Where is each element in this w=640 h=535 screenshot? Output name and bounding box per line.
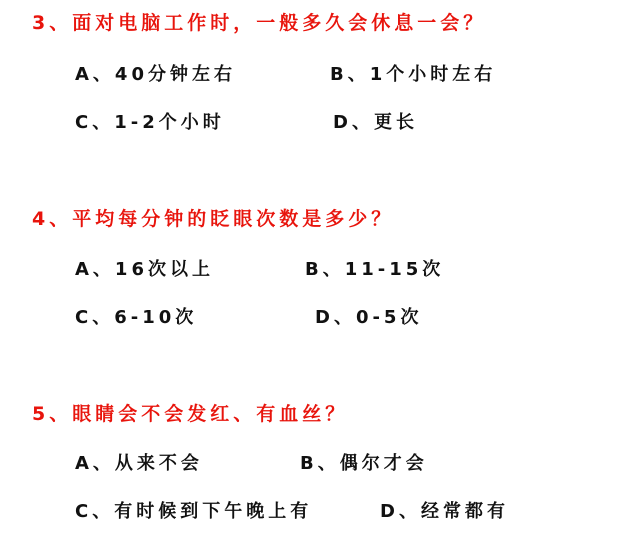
question-5-option-d: D、经常都有: [380, 501, 509, 522]
question-5-option-a: A、从来不会: [75, 453, 203, 474]
question-4-option-a: A、16次以上: [75, 259, 214, 280]
question-3-option-d: D、更长: [333, 112, 418, 133]
question-3-option-c: C、1-2个小时: [75, 112, 225, 133]
question-4-option-c: C、6-10次: [75, 307, 198, 328]
question-3-option-a: A、40分钟左右: [75, 64, 236, 85]
question-4-option-b: B、11-15次: [305, 259, 445, 280]
question-3-option-b: B、1个小时左右: [330, 64, 497, 85]
question-4-option-d: D、0-5次: [315, 307, 423, 328]
question-5-option-b: B、偶尔才会: [300, 453, 428, 474]
question-3-text: 3、面对电脑工作时，一般多久会休息一会？: [32, 12, 487, 34]
question-4-text: 4、平均每分钟的眨眼次数是多少？: [32, 208, 395, 230]
question-5-option-c: C、有时候到下午晚上有: [75, 501, 313, 522]
question-5-text: 5、眼睛会不会发红、有血丝？: [32, 403, 349, 425]
